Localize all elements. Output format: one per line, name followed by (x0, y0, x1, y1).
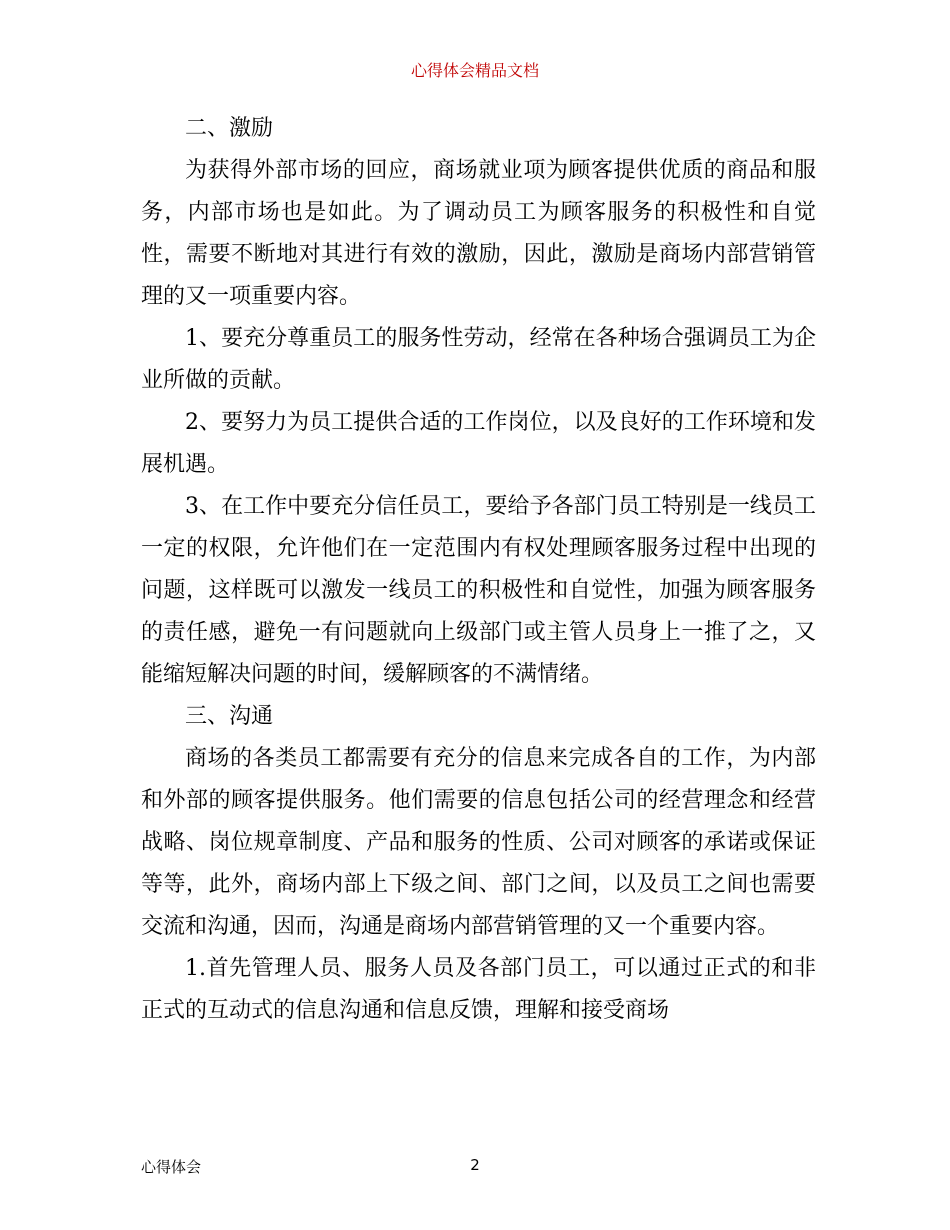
document-body (141, 108, 816, 1032)
paragraph: 为获得外部市场的回应，商场就业项为顾客提供优质的商品和服务，内部市场也是如此。为了调动员工为顾客服务的积极性和自觉性，需要不断地对其进行有效的激励，因此，激励是商场内部营销管理的又一项重要内容。 (141, 158, 816, 309)
section-heading-communication: 三、沟通 (185, 704, 274, 729)
footer-label: 心得体会 (141, 1158, 202, 1176)
paragraph: 商场的各类员工都需要有充分的信息来完成各自的工作，为内部和外部的顾客提供服务。他们需要的信息包括公司的经营理念和经营战略、岗位规章制度、产品和服务的性质、公司对顾客的承诺或保证等等，此外，商场内部上下级之间、部门之间，以及员工之间也需要交流和沟通，因而，沟通是商场内部营销管理的又一个重要内容。 (141, 746, 816, 939)
list-item: 1.首先管理人员、服务人员及各部门员工，可以通过正式的和非正式的互动式的信息沟通和信息反馈，理解和接受商场 (141, 956, 816, 1023)
page-header: 心得体会精品文档 (410, 61, 539, 80)
section-heading-incentive: 二、激励 (185, 116, 274, 141)
page-number: 2 (470, 1156, 480, 1174)
list-item: 2、要努力为员工提供合适的工作岗位，以及良好的工作环境和发展机遇。 (141, 410, 816, 477)
list-item: 1、要充分尊重员工的服务性劳动，经常在各种场合强调员工为企业所做的贡献。 (141, 326, 816, 393)
list-item: 3、在工作中要充分信任员工，要给予各部门员工特别是一线员工一定的权限，允许他们在一定范围内有权处理顾客服务过程中出现的问题，这样既可以激发一线员工的积极性和自觉性，加强为顾客服务的责任感，避免一有问题就向上级部门或主管人员身上一推了之，又能缩短解决问题的时间，缓解顾客的不满情绪。 (141, 494, 816, 687)
